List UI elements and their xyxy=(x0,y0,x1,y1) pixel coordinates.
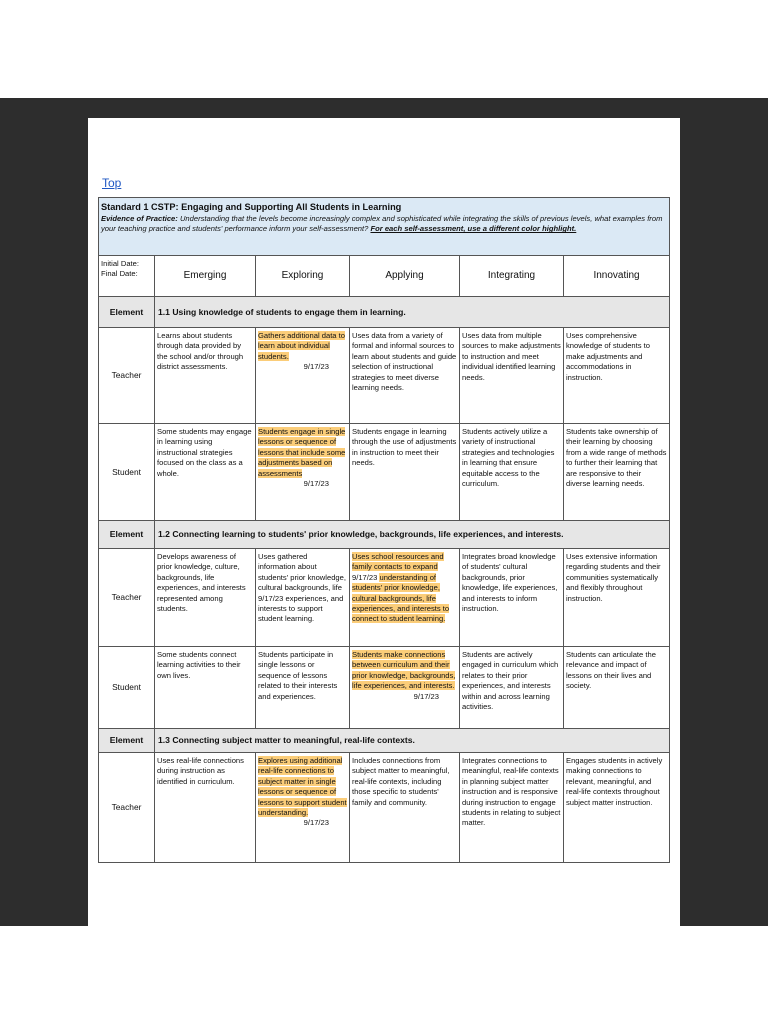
highlighted-text: Gathers additional data to learn about individual students. xyxy=(258,331,345,361)
teacher-row xyxy=(99,753,670,863)
element-title: 1.3 Connecting subject matter to meaningful, real-life contexts. xyxy=(155,729,670,753)
cell-applying xyxy=(350,549,460,647)
element-row xyxy=(99,521,670,549)
element-title: 1.1 Using knowledge of students to engage them in learning. xyxy=(155,297,670,328)
evidence-of-practice xyxy=(101,214,667,235)
highlighted-text: understanding of students' prior knowledge, cultural backgrounds, life experiences, and interests to connect to student learning. xyxy=(352,572,450,624)
assessment-date: 9/17/23 xyxy=(352,572,378,582)
cell-innovating: Students can articulate the relevance and impact of lessons on their lives and society. xyxy=(564,647,670,729)
element-row xyxy=(99,729,670,753)
element-label: Element xyxy=(99,297,155,328)
level-innovating: Innovating xyxy=(564,256,670,297)
date-cell xyxy=(99,256,155,297)
assessment-date: 9/17/23 xyxy=(258,593,284,603)
cell-exploring xyxy=(256,549,350,647)
cell-exploring: Students participate in single lessons or sequence of lessons related to their interests and experiences. xyxy=(256,647,350,729)
highlighted-text: Explores using additional real-life connections to subject matter in single lessons or sequence of lessons to support student understanding. xyxy=(258,756,347,818)
rubric-table xyxy=(98,197,670,863)
cell-innovating: Engages students in actively making connections to relevant, meaningful, and real-life contexts throughout subject matter instruction. xyxy=(564,753,670,863)
element-row xyxy=(99,297,670,328)
top-link[interactable]: Top xyxy=(102,176,122,190)
row-label-student: Student xyxy=(99,424,155,521)
student-row xyxy=(99,424,670,521)
level-header-row xyxy=(99,256,670,297)
cell-text: Uses gathered information about students' prior knowledge, cultural backgrounds, life xyxy=(258,552,346,593)
row-label-teacher: Teacher xyxy=(99,549,155,647)
document-page xyxy=(88,118,680,926)
cell-emerging: Some students may engage in learning using instructional strategies focused on the class as a whole. xyxy=(155,424,256,521)
highlighted-text: Students make connections between curriculum and their prior knowledge, backgrounds, life experiences, and interests. xyxy=(352,650,456,691)
cell-applying: Students engage in learning through the use of adjustments in instruction to meet their needs. xyxy=(350,424,460,521)
cell-exploring xyxy=(256,424,350,521)
cell-emerging: Develops awareness of prior knowledge, culture, backgrounds, life experiences, and interests represented among students. xyxy=(155,549,256,647)
element-label: Element xyxy=(99,729,155,753)
assessment-date: 9/17/23 xyxy=(303,818,329,828)
cell-emerging: Learns about students through data provided by the school and/or through district assessments. xyxy=(155,328,256,424)
cell-innovating: Students take ownership of their learning by choosing from a wide range of methods to further their learning that are responsive to their diverse learning needs. xyxy=(564,424,670,521)
cell-exploring xyxy=(256,328,350,424)
student-row xyxy=(99,647,670,729)
cell-integrating: Integrates connections to meaningful, real-life contexts in planning subject matter instruction and is responsive during instruction to engage students in relating to subject matter. xyxy=(460,753,564,863)
row-label-student: Student xyxy=(99,647,155,729)
level-applying: Applying xyxy=(350,256,460,297)
cell-applying: Includes connections from subject matter to meaningful, real-life contexts, including those specific to students' family and community. xyxy=(350,753,460,863)
cell-emerging: Some students connect learning activities to their own lives. xyxy=(155,647,256,729)
evidence-instruction: For each self-assessment, use a different color highlight. xyxy=(370,224,577,234)
cell-applying: Uses data from a variety of formal and informal sources to learn about students and guide selection of instructional strategies to meet diverse learning needs. xyxy=(350,328,460,424)
cell-innovating: Uses extensive information regarding students and their communities systematically and flexibly throughout instruction. xyxy=(564,549,670,647)
cell-exploring xyxy=(256,753,350,863)
final-date-label: Final Date: xyxy=(101,269,138,279)
cell-innovating: Uses comprehensive knowledge of students to make adjustments and accommodations in instruction. xyxy=(564,328,670,424)
assessment-date: 9/17/23 xyxy=(303,362,329,372)
level-integrating: Integrating xyxy=(460,256,564,297)
cell-emerging: Uses real-life connections during instruction as identified in curriculum. xyxy=(155,753,256,863)
cell-integrating: Uses data from multiple sources to make adjustments to instruction and meet individual identified learning needs. xyxy=(460,328,564,424)
standard-title: Standard 1 CSTP: Engaging and Supporting All Students in Learning xyxy=(101,202,402,212)
highlighted-text: Students engage in single lessons or sequence of lessons that include some adjustments based on assessments xyxy=(258,427,346,478)
assessment-date: 9/17/23 xyxy=(413,691,439,701)
teacher-row xyxy=(99,549,670,647)
assessment-date: 9/17/23 xyxy=(303,479,329,489)
standard-row xyxy=(99,198,670,256)
evidence-text: Understanding that the levels become increasingly complex and sophisticated while integrating the skills of previous levels, what examples from your teaching practice and students' performance inform your self-assessment? xyxy=(101,214,663,234)
teacher-row xyxy=(99,328,670,424)
level-exploring: Exploring xyxy=(256,256,350,297)
element-title: 1.2 Connecting learning to students' prior knowledge, backgrounds, life experiences, and interests. xyxy=(155,521,670,549)
initial-date-label: Initial Date: xyxy=(101,259,139,268)
element-label: Element xyxy=(99,521,155,549)
level-emerging: Emerging xyxy=(155,256,256,297)
standard-header xyxy=(99,198,670,256)
cell-text: experiences, and interests to support student learning. xyxy=(258,593,344,624)
cell-integrating: Integrates broad knowledge of students' cultural backgrounds, prior knowledge, life experiences, and interests to inform instruction. xyxy=(460,549,564,647)
cell-integrating: Students actively utilize a variety of instructional strategies and technologies in learning that ensure equitable access to the curriculum. xyxy=(460,424,564,521)
cell-applying xyxy=(350,647,460,729)
highlighted-text: Uses school resources and family contacts to expand xyxy=(352,552,444,572)
evidence-label: Evidence of Practice: xyxy=(101,214,178,223)
cell-integrating: Students are actively engaged in curriculum which relates to their prior experiences, and interests within and across learning activities. xyxy=(460,647,564,729)
row-label-teacher: Teacher xyxy=(99,753,155,863)
row-label-teacher: Teacher xyxy=(99,328,155,424)
